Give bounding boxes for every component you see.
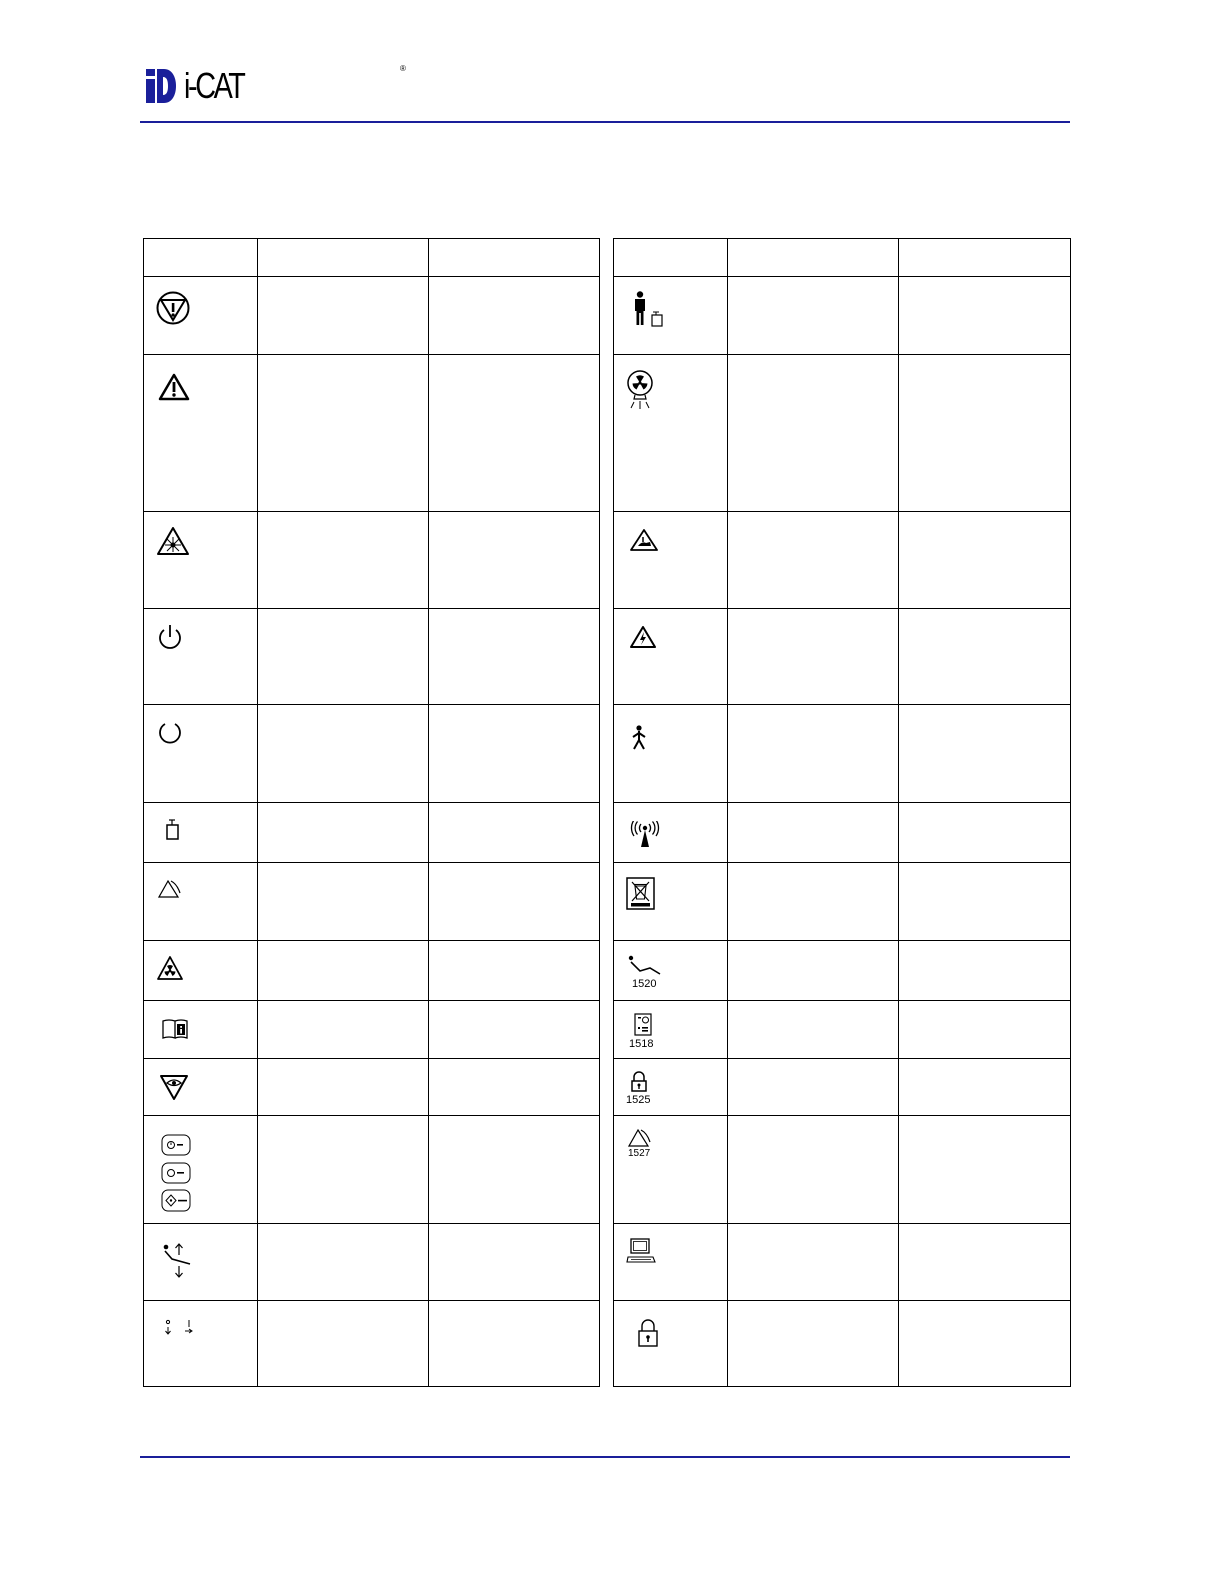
electrical-hazard-icon — [629, 625, 657, 649]
table-row — [614, 512, 1071, 609]
x-ray-source-icon — [626, 369, 654, 413]
table-row — [144, 941, 600, 1001]
hand-crush-warning-icon — [629, 528, 659, 552]
stop-triangle-exclamation-icon — [156, 291, 192, 325]
table-row — [614, 1059, 1071, 1116]
chair-recline-icon — [628, 955, 662, 977]
symbol-code: 1527 — [628, 1148, 651, 1159]
pinch-triangle-icon — [628, 1128, 652, 1148]
table-header-row — [614, 239, 1071, 277]
power-standby-icon — [156, 719, 184, 747]
table-row — [144, 1001, 600, 1059]
table-row — [614, 941, 1071, 1001]
table-row — [144, 705, 600, 803]
power-on-icon — [156, 623, 184, 651]
weee-disposal-icon — [626, 877, 656, 911]
footer-rule — [140, 1456, 1070, 1458]
padlock-icon — [637, 1318, 659, 1348]
table-row — [144, 512, 600, 609]
control-panel-icon — [634, 1013, 654, 1037]
warning-triangle-exclamation-icon — [158, 373, 190, 401]
computer-workstation-icon — [626, 1238, 656, 1264]
weight-limit-icon — [164, 819, 182, 841]
symbol-table-left — [143, 238, 600, 1387]
table-row — [614, 705, 1071, 803]
table-row — [144, 355, 600, 512]
table-row — [614, 1224, 1071, 1301]
consult-manual-icon — [161, 1018, 189, 1040]
table-row — [144, 803, 600, 863]
non-ionizing-radiation-icon — [630, 821, 660, 849]
table-row — [144, 863, 600, 941]
logo-mark-icon — [146, 69, 176, 103]
symbol-code: 1520 — [632, 978, 657, 990]
table-row — [144, 277, 600, 355]
table-header-row — [144, 239, 600, 277]
radiation-warning-triangle-icon — [156, 955, 184, 981]
patient-weight-icon — [632, 291, 666, 327]
type-b-applied-part-icon — [630, 725, 648, 751]
pinch-point-triangle-icon — [158, 879, 182, 899]
table-row — [144, 609, 600, 705]
symbol-code: 1518 — [629, 1038, 654, 1050]
logo-text: i-CAT — [184, 65, 244, 106]
table-row — [614, 1301, 1071, 1387]
move-arrows-icon — [164, 1319, 194, 1337]
registered-mark: ® — [400, 64, 406, 73]
table-row — [144, 1224, 600, 1301]
table-row — [614, 355, 1071, 512]
company-logo — [146, 64, 406, 106]
table-row — [614, 803, 1071, 863]
header-rule — [140, 121, 1070, 123]
table-row — [614, 609, 1071, 705]
eye-protection-triangle-icon — [159, 1073, 189, 1101]
symbol-table-right — [613, 238, 1071, 1387]
symbol-code: 1525 — [626, 1094, 651, 1106]
table-row — [144, 1059, 600, 1116]
table-row — [614, 1116, 1071, 1224]
table-row — [614, 277, 1071, 355]
table-row — [144, 1116, 600, 1224]
laser-warning-icon — [156, 526, 190, 556]
lock-icon — [630, 1071, 648, 1093]
chair-up-down-icon — [162, 1242, 194, 1280]
table-row — [614, 863, 1071, 941]
table-row — [144, 1301, 600, 1387]
table-row — [614, 1001, 1071, 1059]
on-off-scan-buttons-icon — [161, 1134, 193, 1212]
